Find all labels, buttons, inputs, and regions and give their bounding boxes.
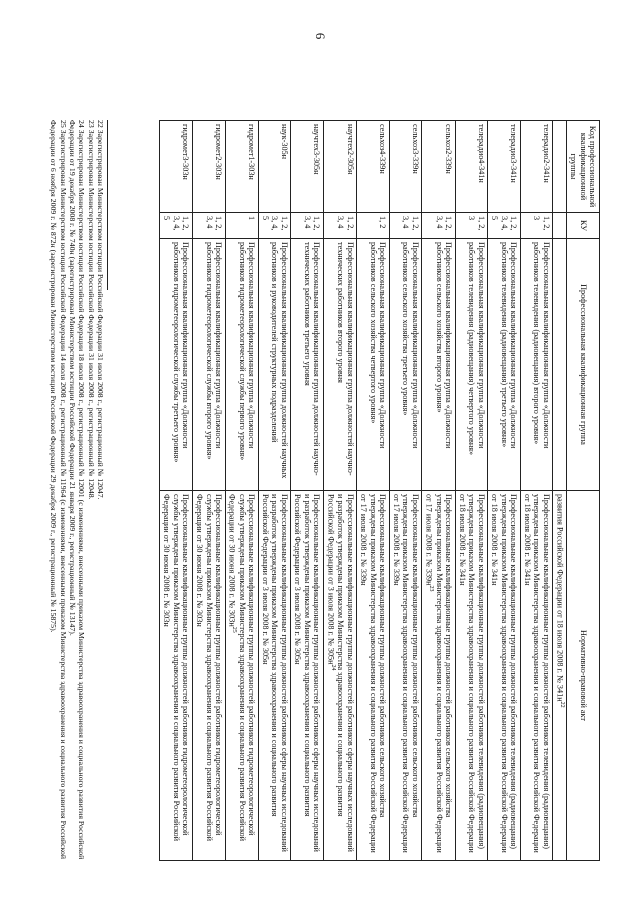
code-cell-text: телерадио4-341н <box>476 124 486 183</box>
code-cell-text: наук-305н <box>279 124 289 160</box>
table-row <box>323 121 356 861</box>
act-cell-text: Профессиональные квалификационные группы должностей работников гидрометеорологической службы утверждены приказом Министерства здравоохранения и социального развития Российской Федерации от 30 июня 2008 г. № 303н <box>195 494 224 842</box>
header-ku: КУ <box>567 213 600 239</box>
header-act: Нормативно-правовой акт <box>567 491 600 861</box>
footnotes <box>49 120 108 860</box>
ku-cell <box>160 213 193 239</box>
table-row <box>455 121 488 861</box>
ku-cell <box>488 213 521 239</box>
ku-cell-text: 1, 2, 3, 4 <box>204 216 224 231</box>
act-cell <box>389 491 422 861</box>
ku-cell <box>192 213 225 239</box>
code-cell <box>323 121 356 213</box>
footnote-ref: 22 <box>558 701 565 708</box>
code-cell <box>488 121 521 213</box>
code-cell-text: научтех3-305н <box>312 124 322 175</box>
qualification-groups-table <box>159 120 600 861</box>
group-cell <box>225 239 258 491</box>
header-code: Код профессиональной квалификационной группы <box>567 121 600 213</box>
ku-cell <box>520 213 553 239</box>
act-cell <box>455 491 488 861</box>
group-cell-text: Профессиональная квалификационная группа «Должности работников телевидения (радиовещания) третьего уровня» <box>499 242 519 449</box>
continuation-row <box>553 121 567 861</box>
table-row <box>389 121 422 861</box>
ku-cell-text: 1, 2, 3, 4, 5 <box>260 216 289 231</box>
code-cell-text: гидромет3-303н <box>181 124 191 180</box>
code-cell <box>520 121 553 213</box>
act-cell-text: Профессиональные квалификационные группы должностей работников гидрометеорологической службы утверждены приказом Министерства здравоохранения и социального развития Российской Федерации от 30 июня 2008 г. № 303н <box>227 494 257 842</box>
group-cell-text: Профессиональная квалификационная группа «Должности работников сельского хозяйства четвертого уровня» <box>368 242 388 449</box>
group-cell <box>323 239 356 491</box>
group-cell-text: Профессиональная квалификационная группа «Должности работников сельского хозяйства третьего уровня» <box>401 242 420 449</box>
continuation-cell <box>553 491 567 861</box>
ku-cell-text: 1, 2 <box>378 216 388 229</box>
group-cell-text: Профессиональная квалификационная группа должностей научно-технических работников третьего уровня <box>302 242 322 476</box>
act-cell-text: Профессиональные квалификационные группы должностей работников гидрометеорологической службы утверждены приказом Министерства здравоохранения и социального развития Российской Федерации от 30 июня 2008 г. № 303н <box>162 494 191 842</box>
group-cell <box>192 239 225 491</box>
group-cell-text: Профессиональная квалификационная группа «Должности работников гидрометеорологической службы первого уровня» <box>237 242 257 461</box>
act-cell-text: Профессиональные квалификационные группы должностей работников сферы научных исследований и разработок утверждены приказом Министерства здравоохранения и социального развития Российской Федерации от 3 июля 2008 г. № 305н <box>260 494 289 852</box>
ku-cell-text: 1, 2, 3, 4, 5 <box>162 216 191 231</box>
act-cell <box>160 491 193 861</box>
table-row <box>258 121 291 861</box>
code-cell <box>291 121 324 213</box>
ku-cell <box>258 213 291 239</box>
act-cell-text: Профессиональные квалификационные группы должностей работников сельского хозяйства утверждены приказом Министерства здравоохранения и социального развития Российской Федерации от 17 июля 2008 г. № 339н <box>424 494 454 853</box>
group-cell-text: Профессиональная квалификационная группа «Должности работников сельского хозяйства второго уровня» <box>434 242 454 449</box>
table-header-row <box>567 121 600 861</box>
code-cell <box>225 121 258 213</box>
act-cell <box>291 491 324 861</box>
rotated-page <box>40 110 600 870</box>
table-row <box>520 121 553 861</box>
table-row <box>488 121 521 861</box>
footnote-ref: 24 <box>329 664 336 671</box>
ku-cell-text: 1, 2, 3, 4 <box>401 216 420 231</box>
ku-cell <box>225 213 258 239</box>
ku-cell <box>357 213 390 239</box>
table-row <box>160 121 193 861</box>
code-cell-text: гидромет1-303н <box>247 124 257 180</box>
code-cell <box>160 121 193 213</box>
act-cell-text: Профессиональные квалификационные группы должностей работников телевидения (радиовещания) утверждены приказом Министерства здравоохранения и социального развития Российской Федерации от 18 июля 2008 г. № 341н <box>490 494 519 853</box>
group-cell-text: Профессиональная квалификационная группа должностей научных работников и руководителей структурных подразделений <box>270 242 289 479</box>
act-cell-text: Профессиональные квалификационные группы должностей работников сельского хозяйства утверждены приказом Министерства здравоохранения и социального развития Российской Федерации от 17 июля 2008 г. № 339н <box>359 494 388 853</box>
continuation-text: развития Российской Федерации от 18 июля 2008 г. № 341н <box>555 494 565 702</box>
group-cell <box>488 239 521 491</box>
ku-cell <box>291 213 324 239</box>
code-cell-text: телерадио3-341н <box>509 124 519 183</box>
code-cell <box>422 121 455 213</box>
code-cell <box>389 121 422 213</box>
code-cell-text: гидромет2-303н <box>214 124 224 180</box>
act-cell <box>357 491 390 861</box>
act-cell <box>192 491 225 861</box>
act-cell <box>422 491 455 861</box>
footnote-25: 25 Зарегистрирован Министерством юстиции Российской Федерации 14 июля 2008 г., регистрационный № 11964 (с изменениями, внесенными приказом Министерства здравоохранения и социального развития Российской Федерации от 6 ноября 2009 г. № 872н (зарегистрирован Министерством юстиции Российской Федерации 29 декабря 2009 г., регистрационный № 15875). <box>49 120 68 860</box>
header-group: Профессиональная квалификационная группа <box>567 239 600 491</box>
ku-cell <box>389 213 422 239</box>
table-row <box>192 121 225 861</box>
page-number: 6 <box>313 32 328 40</box>
group-cell-text: Профессиональная квалификационная группа «Должности работников гидрометеорологической службы второго уровня» <box>204 242 224 460</box>
ku-cell-text: 1, 2, 3 <box>532 216 551 231</box>
act-cell <box>520 491 553 861</box>
table-row <box>422 121 455 861</box>
code-cell <box>192 121 225 213</box>
group-cell <box>422 239 455 491</box>
table-row <box>291 121 324 861</box>
footnote-ref: 25 <box>231 626 238 633</box>
table-row <box>357 121 390 861</box>
ku-cell <box>323 213 356 239</box>
code-cell-text: сельхоз3-339н <box>410 124 420 174</box>
act-cell-text: Профессиональные квалификационные группы должностей работников сферы научных исследований и разработок утверждены приказом Министерства здравоохранения и социального развития Российской Федерации от 3 июля 2008 г. № 305н <box>293 494 322 852</box>
table-row <box>225 121 258 861</box>
ku-cell <box>455 213 488 239</box>
ku-cell-text: 1, 2, 3, 4 <box>336 216 355 231</box>
code-cell-text: научтех2-305н <box>345 124 355 175</box>
footnote-divider <box>107 120 108 290</box>
act-cell <box>488 491 521 861</box>
code-cell <box>357 121 390 213</box>
act-cell <box>323 491 356 861</box>
group-cell <box>389 239 422 491</box>
group-cell <box>291 239 324 491</box>
group-cell <box>160 239 193 491</box>
act-cell <box>225 491 258 861</box>
code-cell-text: телерадио2-341н <box>541 124 551 183</box>
group-cell-text: Профессиональная квалификационная группа «Должности работников телевидения (радиовещания) четвертого уровня» <box>467 242 486 456</box>
act-cell <box>258 491 291 861</box>
footnote-ref: 23 <box>428 585 435 592</box>
group-cell <box>520 239 553 491</box>
group-cell <box>258 239 291 491</box>
act-cell-text: Профессиональные квалификационные группы должностей работников телевидения (радиовещания) утверждены приказом Министерства здравоохранения и социального развития Российской Федерации от 18 июля 2008 г. № 341н <box>457 494 486 853</box>
group-cell <box>357 239 390 491</box>
code-cell-text: сельхоз4-339н <box>378 124 388 174</box>
act-cell-text: Профессиональные квалификационные группы должностей работников телевидения (радиовещания) утверждены приказом Министерства здравоохранения и социального развития Российской Федерации от 18 июля 2008 г. № 341н <box>522 494 551 853</box>
group-cell-text: Профессиональная квалификационная группа «Должности работников телевидения (радиовещания) второго уровня» <box>532 242 551 449</box>
footnote-22: 22 Зарегистрирован Министерством юстиции Российской Федерации 31 июля 2008 г., регистрационный № 12047. <box>96 120 105 500</box>
code-cell <box>455 121 488 213</box>
group-cell-text: Профессиональная квалификационная группа «Должности работников гидрометеорологической службы третьего уровня» <box>171 242 191 463</box>
footnote-24: 24 Зарегистрирован Министерством юстиции Российской Федерации 18 июля 2008 г., регистрационный № 12001 (с изменениями, внесенными приказом Министерства здравоохранения и социального развития Российской Федерации от 19 декабря 2008 г. № 740н (зарегистрирован Министерством юстиции Российской Федерации 21 января 2009 г., регистрационный № 13147). <box>67 120 87 860</box>
act-cell-text: Профессиональные квалификационные группы должностей работников сельского хозяйства утверждены приказом Министерства здравоохранения и социального развития Российской Федерации от 17 июля 2008 г. № 339н <box>391 494 420 853</box>
ku-cell-text: 1, 2, 3, 4 <box>302 216 322 231</box>
ku-cell-text: 1, 2, 3, 4, 5 <box>490 216 519 231</box>
ku-cell <box>422 213 455 239</box>
ku-cell-text: 1 <box>247 216 257 221</box>
group-cell <box>455 239 488 491</box>
act-cell-text: Профессиональные квалификационные группы должностей работников сферы научных исследований и разработок утверждены приказом Министерства здравоохранения и социального развития Российской Федерации от 3 июля 2008 г. № 305н <box>325 494 355 852</box>
ku-cell-text: 1, 2, 3 <box>467 216 486 231</box>
group-cell-text: Профессиональная квалификационная группа должностей научно-технических работников второго уровня <box>336 242 355 476</box>
code-cell <box>258 121 291 213</box>
code-cell-text: сельхоз2-339н <box>444 124 454 174</box>
ku-cell-text: 1, 2, 3, 4 <box>434 216 454 231</box>
footnote-23: 23 Зарегистрирован Министерством юстиции Российской Федерации 31 июля 2008 г., регистрационный № 12048. <box>86 120 96 500</box>
